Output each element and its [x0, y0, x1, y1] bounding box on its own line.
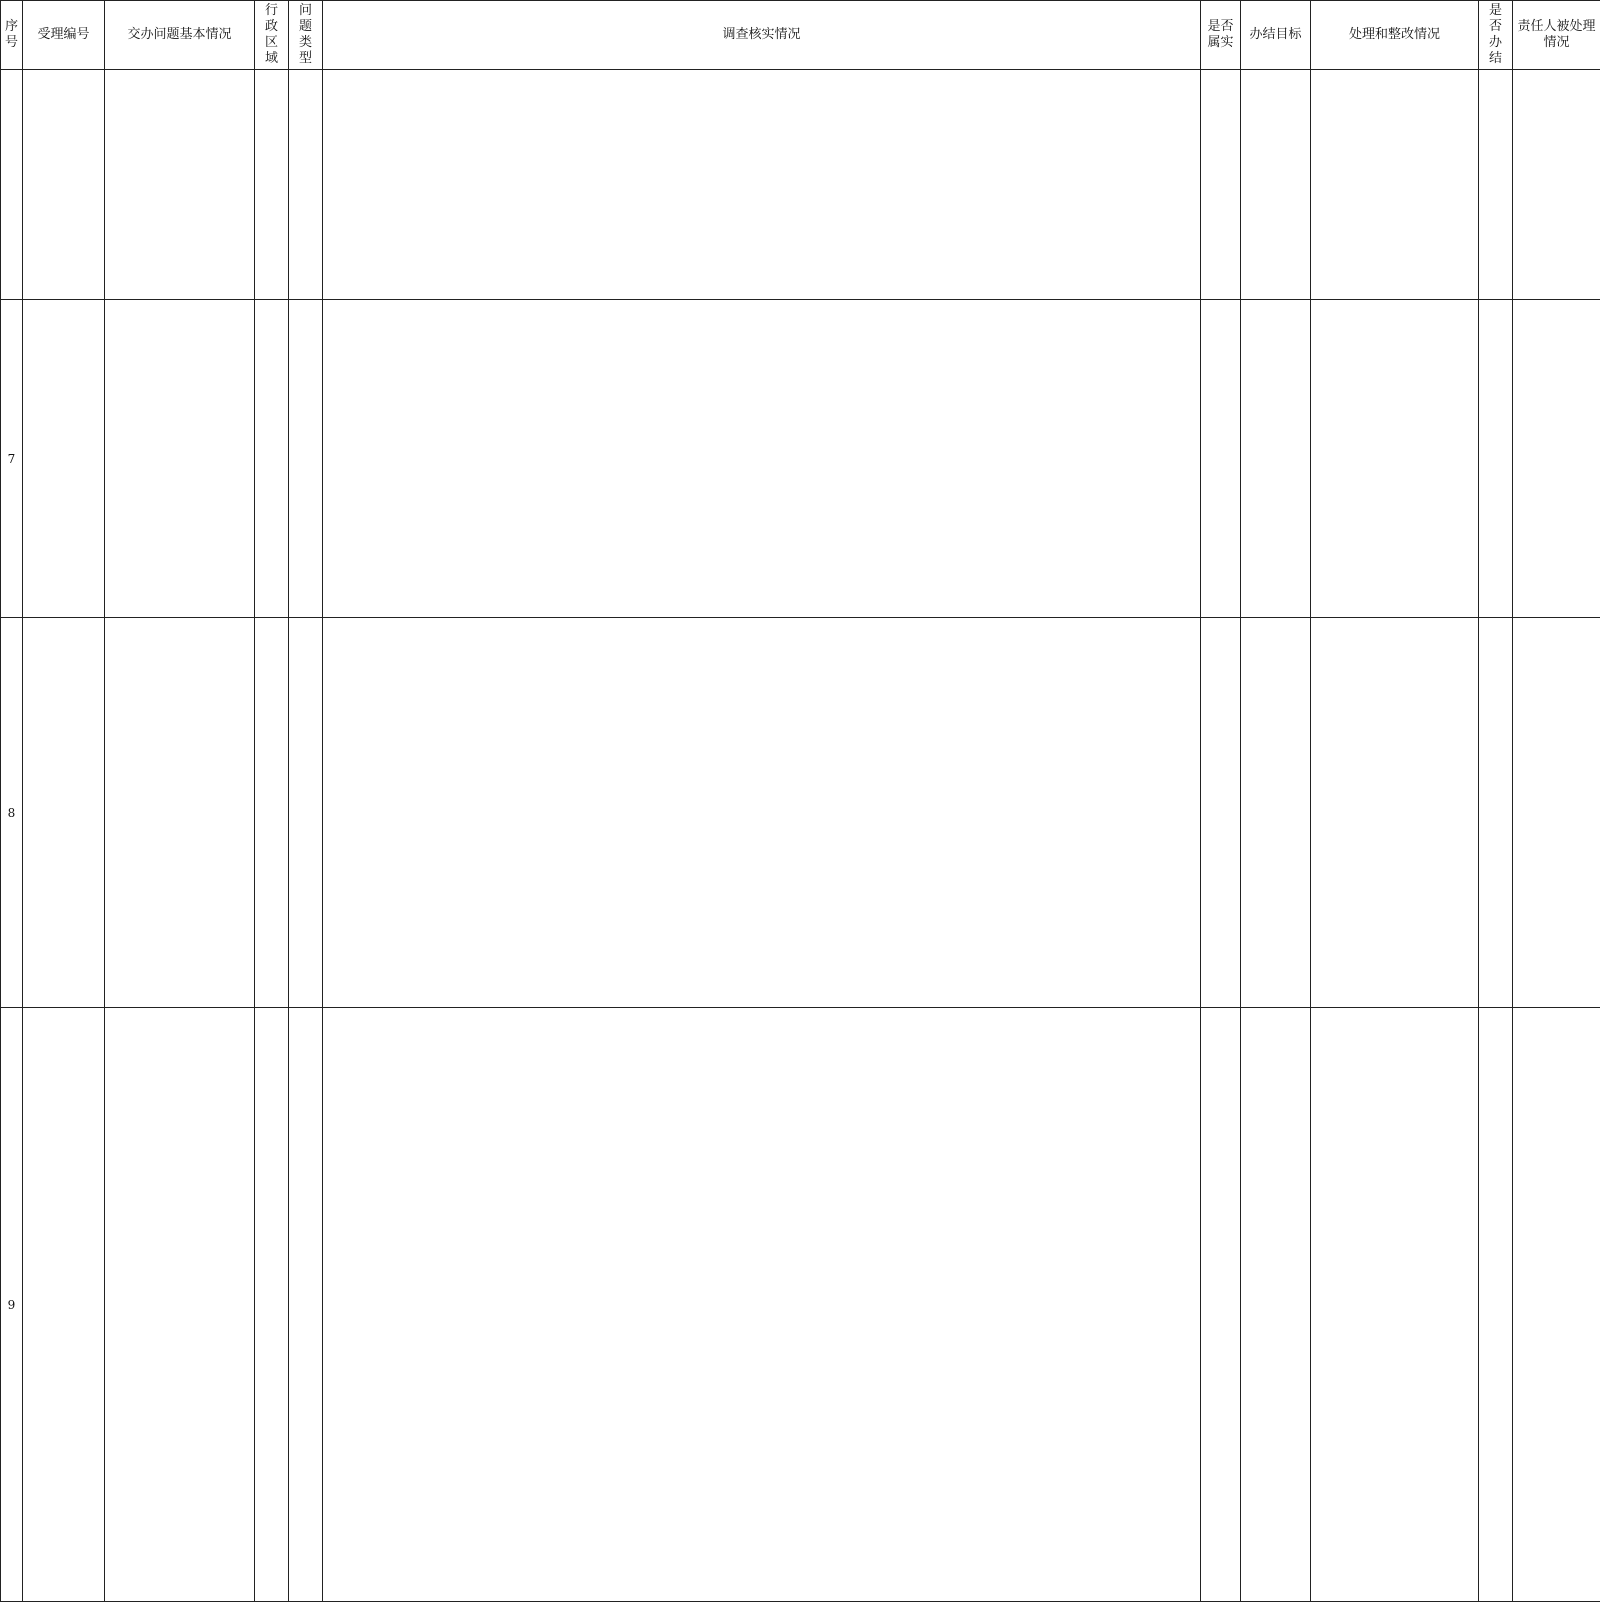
header-cell: 责任人被处理情况 [1513, 1, 1600, 70]
problem-summary [105, 1008, 255, 1602]
investigation-text [323, 1008, 1201, 1602]
table-row [1, 1008, 1600, 1602]
case-id [23, 70, 105, 300]
header-cell: 问题类型 [289, 1, 323, 70]
case-id [23, 1008, 105, 1602]
investigation-text [323, 618, 1201, 1008]
closed-status [1479, 1008, 1513, 1602]
verified-status [1201, 1008, 1241, 1602]
verified-status [1201, 300, 1241, 618]
row-number: 7 [1, 300, 23, 618]
table-row [1, 618, 1600, 1008]
accountability [1513, 300, 1600, 618]
row-number: 8 [1, 618, 23, 1008]
region [255, 618, 289, 1008]
header-cell: 调查核实情况 [323, 1, 1201, 70]
investigation-text [323, 300, 1201, 618]
handling-text [1311, 1008, 1479, 1602]
problem-summary [105, 70, 255, 300]
header-cell: 是否办结 [1479, 1, 1513, 70]
case-id [23, 618, 105, 1008]
problem-type [289, 70, 323, 300]
investigation-text [323, 70, 1201, 300]
accountability [1513, 1008, 1600, 1602]
header-cell: 处理和整改情况 [1311, 1, 1479, 70]
row-number: 9 [1, 1008, 23, 1602]
handling-text [1311, 70, 1479, 300]
verified-status [1201, 70, 1241, 300]
closure-goal [1241, 618, 1311, 1008]
closed-status [1479, 70, 1513, 300]
case-id [23, 300, 105, 618]
header-cell: 行政区域 [255, 1, 289, 70]
region [255, 300, 289, 618]
header-cell: 交办问题基本情况 [105, 1, 255, 70]
table-row [1, 300, 1600, 618]
region [255, 70, 289, 300]
row-number [1, 70, 23, 300]
accountability [1513, 70, 1600, 300]
closure-goal [1241, 1008, 1311, 1602]
region [255, 1008, 289, 1602]
table-row [1, 70, 1600, 300]
problem-type [289, 1008, 323, 1602]
handling-text [1311, 618, 1479, 1008]
closure-goal [1241, 70, 1311, 300]
problem-type [289, 300, 323, 618]
closed-status [1479, 300, 1513, 618]
closure-goal [1241, 300, 1311, 618]
header-cell: 是否属实 [1201, 1, 1241, 70]
problem-summary [105, 618, 255, 1008]
accountability [1513, 618, 1600, 1008]
header-cell: 办结目标 [1241, 1, 1311, 70]
handling-text [1311, 300, 1479, 618]
problem-type [289, 618, 323, 1008]
table-header-row [1, 1, 1600, 70]
header-cell: 序号 [1, 1, 23, 70]
problem-summary [105, 300, 255, 618]
verified-status [1201, 618, 1241, 1008]
header-cell: 受理编号 [23, 1, 105, 70]
closed-status [1479, 618, 1513, 1008]
